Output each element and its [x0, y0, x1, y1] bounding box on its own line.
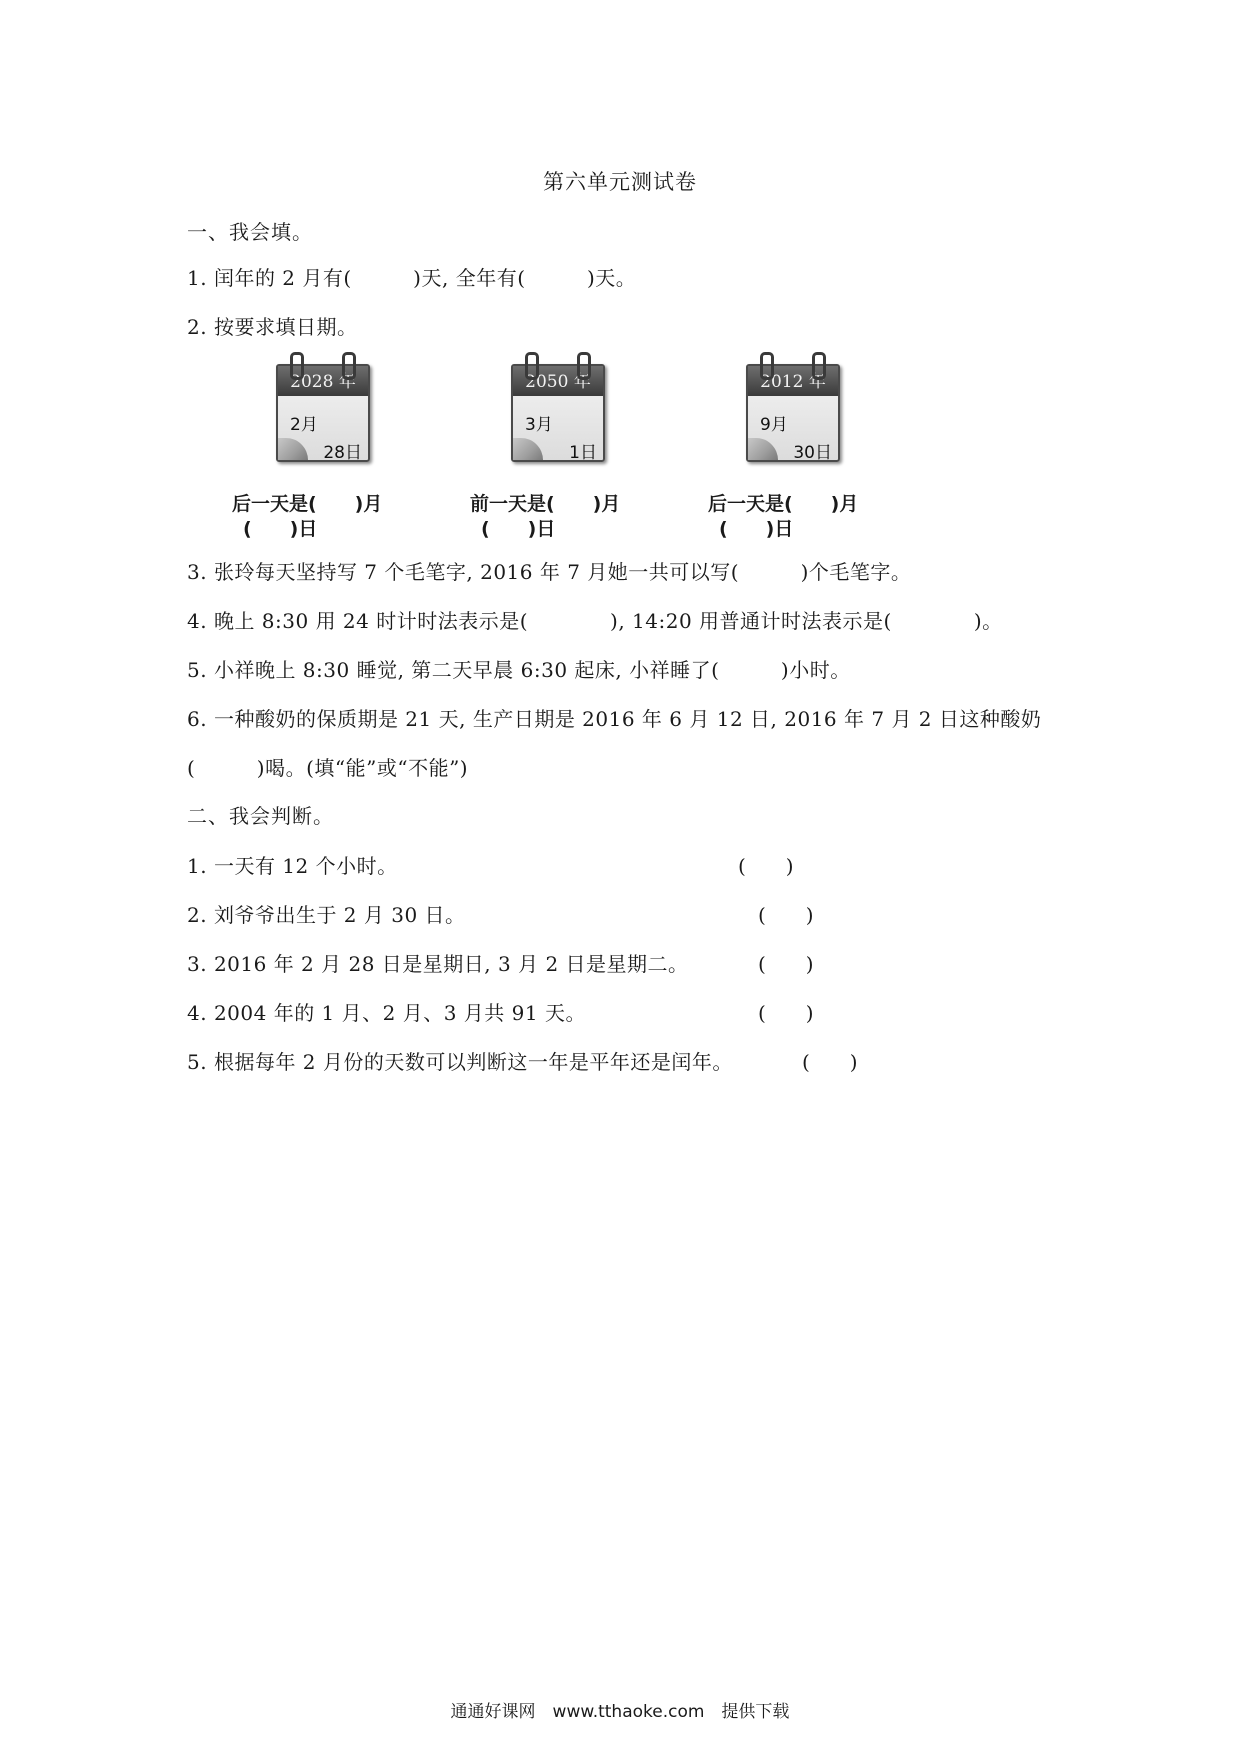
judge-answer-3: ( ) [758, 952, 814, 976]
calendar-year: 2050 年 [513, 366, 603, 396]
judge-answer-1: ( ) [738, 854, 794, 878]
calendar-2-answer-day: ( )日 [481, 518, 556, 540]
question-4: 4. 晚上 8:30 用 24 时计时法表示是( ), 14:20 用普通计时法表示是( )。 [187, 609, 1003, 633]
calendar-month: 3月 [525, 415, 553, 435]
judge-answer-5: ( ) [802, 1050, 858, 1074]
calendar-3-answer-day: ( )日 [719, 518, 794, 540]
judge-answer-2: ( ) [758, 903, 814, 927]
question-1: 1. 闰年的 2 月有( )天, 全年有( )天。 [187, 266, 637, 290]
section-fill-heading: 一、我会填。 [187, 220, 313, 244]
page-title: 第六单元测试卷 [543, 170, 697, 194]
page-curl [748, 438, 778, 460]
judge-item-5: 5. 根据每年 2 月份的天数可以判断这一年是平年还是闰年。 [187, 1050, 733, 1074]
page-curl [513, 438, 543, 460]
calendar-year: 2012 年 [748, 366, 838, 396]
binder-ring-icon [760, 352, 774, 380]
calendar-3-answer-month: 后一天是( )月 [708, 493, 859, 515]
page-curl [278, 438, 308, 460]
binder-ring-icon [290, 352, 304, 380]
calendar-month: 2月 [290, 415, 318, 435]
section-judge-heading: 二、我会判断。 [187, 804, 334, 828]
question-5: 5. 小祥晚上 8:30 睡觉, 第二天早晨 6:30 起床, 小祥睡了( )小时。 [187, 658, 851, 682]
calendar-2012 [746, 352, 838, 463]
calendar-day: 1日 [569, 443, 597, 463]
question-3: 3. 张玲每天坚持写 7 个毛笔字, 2016 年 7 月她一共可以写( )个毛笔字。 [187, 560, 912, 584]
calendar-day: 28日 [323, 443, 362, 463]
calendar-day: 30日 [793, 443, 832, 463]
judge-item-1: 1. 一天有 12 个小时。 [187, 854, 398, 878]
calendar-year: 2028 年 [278, 366, 368, 396]
question-6-line-2: ( )喝。(填“能”或“不能”) [187, 756, 469, 780]
question-2: 2. 按要求填日期。 [187, 315, 358, 339]
calendar-1-answer-day: ( )日 [243, 518, 318, 540]
binder-ring-icon [577, 352, 591, 380]
calendar-page [511, 364, 605, 462]
calendar-1-answer-month: 后一天是( )月 [232, 493, 383, 515]
judge-item-3: 3. 2016 年 2 月 28 日是星期日, 3 月 2 日是星期二。 [187, 952, 689, 976]
binder-ring-icon [812, 352, 826, 380]
calendar-month: 9月 [760, 415, 788, 435]
judge-item-4: 4. 2004 年的 1 月、2 月、3 月共 91 天。 [187, 1001, 586, 1025]
question-6-line-1: 6. 一种酸奶的保质期是 21 天, 生产日期是 2016 年 6 月 12 日, 2016 年 7 月 2 日这种酸奶 [187, 707, 1042, 731]
calendar-page [276, 364, 370, 462]
calendar-page [746, 364, 840, 462]
calendar-2-answer-month: 前一天是( )月 [470, 493, 621, 515]
calendar-2028 [276, 352, 368, 463]
judge-item-2: 2. 刘爷爷出生于 2 月 30 日。 [187, 903, 466, 927]
binder-ring-icon [342, 352, 356, 380]
judge-answer-4: ( ) [758, 1001, 814, 1025]
footer-credit: 通通好课网 www.tthaoke.com 提供下载 [450, 1702, 790, 1722]
binder-ring-icon [525, 352, 539, 380]
calendar-2050 [511, 352, 603, 463]
